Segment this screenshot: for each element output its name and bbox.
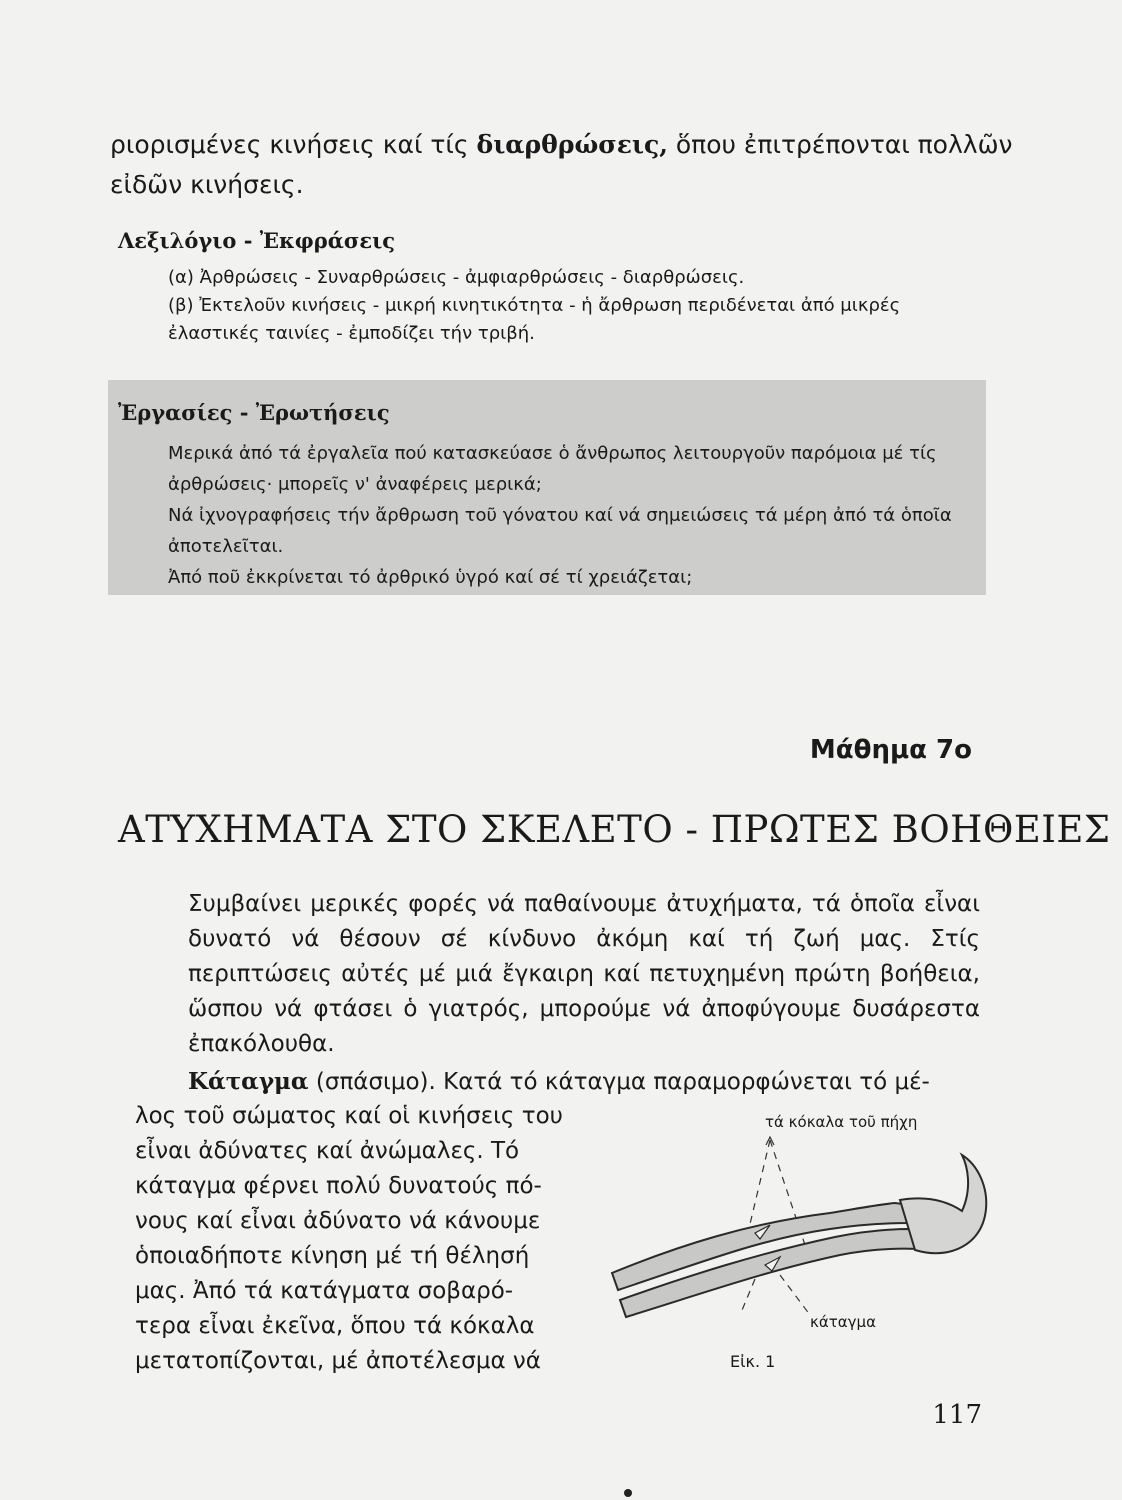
exercise-question-3: Ἀπό ποῦ ἐκκρίνεται τό ἀρθρικό ὑγρό καί σέ τί χρειάζεται; <box>168 567 693 588</box>
vocabulary-heading: Λεξιλόγιο - Ἐκφράσεις <box>118 228 396 253</box>
intro-line1-post: ὅπου ἐπιτρέπονται πολλῶν <box>667 130 1013 159</box>
fracture-term: Κάταγμα <box>188 1068 309 1095</box>
exercise-question-1: Μερικά ἀπό τά ἐργαλεῖα πού κατασκεύασε ὁ ἄνθρωπος λειτουργοῦν παρόμοια μέ τίς ἀρθρώσεις· μπορεῖς ν' ἀναφέρεις μερικά; <box>168 443 937 495</box>
bottom-dot <box>624 1489 632 1497</box>
fracture-paragraph-first-line <box>118 1064 980 1100</box>
vocabulary-item-b: (β) Ἐκτελοῦν κινήσεις - μικρή κινητικότητα - ἡ ἄρθρωση περιδένεται ἀπό μικρές ἐλαστικές ταινίες - ἐμποδίζει τήν τριβή. <box>168 295 901 344</box>
chapter-title: ΑΤΥΧΗΜΑΤΑ ΣΤΟ ΣΚΕΛΕΤΟ - ΠΡΩΤΕΣ ΒΟΗΘΕΙΕΣ <box>118 808 1111 851</box>
fracture-line: τερα εἶναι ἐκεῖνα, ὅπου τά κόκαλα <box>135 1313 535 1339</box>
figure-caption: Εἰκ. 1 <box>730 1352 776 1371</box>
fracture-line: κάταγμα φέρνει πολύ δυνατούς πό- <box>135 1173 542 1199</box>
intro-line2: εἰδῶν κινήσεις. <box>110 170 304 199</box>
page-number: 117 <box>932 1400 982 1430</box>
exercise-question-2: Νά ἰχνογραφήσεις τήν ἄρθρωση τοῦ γόνατου καί νά σημειώσεις τά μέρη ἀπό τά ὁποῖα ἀποτελεῖται. <box>168 505 952 557</box>
fracture-line-1: (σπάσιμο). Κατά τό κάταγμα παραμορφώνεται τό μέ- <box>308 1069 930 1095</box>
fracture-line: λος τοῦ σώματος καί οἱ κινήσεις του <box>135 1103 563 1129</box>
vocabulary-list <box>118 264 978 348</box>
forearm-bones-drawing <box>612 1155 986 1317</box>
fracture-line: νους καί εἶναι ἀδύνατο νά κάνουμε <box>135 1208 541 1234</box>
figure-label-fracture: κάταγμα <box>810 1313 876 1331</box>
exercises-list <box>118 438 980 593</box>
paragraph-1-text: Συμβαίνει μερικές φορές νά παθαίνουμε ἀτυχήματα, τά ὁποῖα εἶναι δυνατό νά θέσουν σέ κίνδυνο ἀκόμη καί τή ζωή μας. Στίς περιπτώσεις αὐτές μέ μιά ἔγκαιρη καί πετυχημένη πρώτη βοήθεια, ὥσπου νά φτάσει ὁ γιατρός, μπορούμε νά ἀποφύγουμε δυσάρεστα ἐπακόλουθα. <box>188 891 980 1057</box>
intro-bold-term: διαρθρώσεις, <box>476 130 668 159</box>
figure-label-forearm-bones: τά κόκαλα τοῦ πήχη <box>765 1113 918 1131</box>
intro-line1-pre: ριορισμένες κινήσεις καί τίς <box>110 130 477 159</box>
lesson-label: Μάθημα 7ο <box>809 735 972 765</box>
intro-paragraph <box>110 125 1012 205</box>
exercises-heading: Ἐργασίες - Ἐρωτήσεις <box>118 400 390 425</box>
fracture-paragraph-column <box>135 1099 563 1379</box>
fracture-line: εἶναι ἀδύνατες καί ἀνώμαλες. Τό <box>135 1138 520 1164</box>
body-paragraph-1 <box>118 887 980 1062</box>
vocabulary-item-a: (α) Ἀρθρώσεις - Συναρθρώσεις - ἀμφιαρθρώσεις - διαρθρώσεις. <box>168 267 745 288</box>
forearm-fracture-figure <box>600 1105 990 1385</box>
fracture-line: ὁποιαδήποτε κίνηση μέ τή θέλησή <box>135 1243 530 1269</box>
fracture-line: μετατοπίζονται, μέ ἀποτέλεσμα νά <box>135 1348 541 1374</box>
fracture-line: μας. Ἀπό τά κατάγματα σοβαρό- <box>135 1278 514 1304</box>
